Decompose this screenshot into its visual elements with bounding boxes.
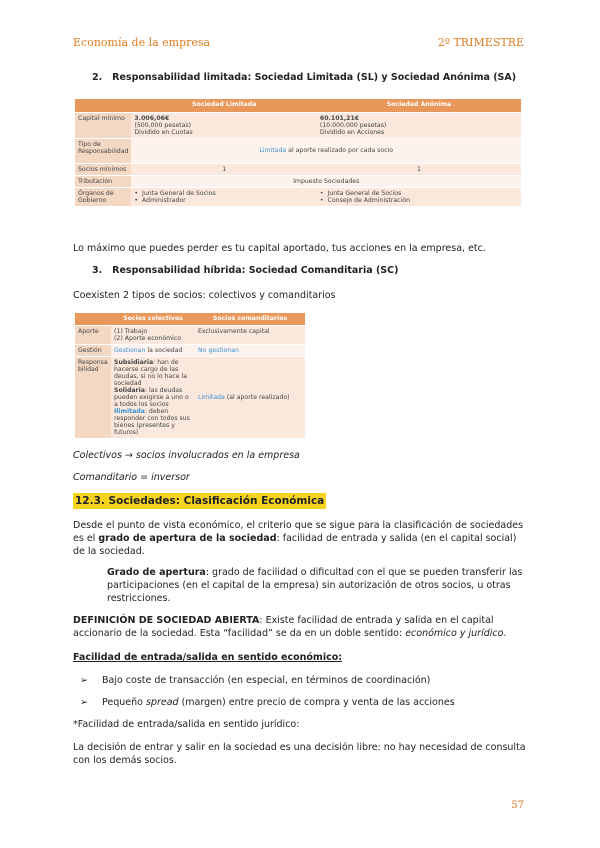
- table-cell: No gestionan: [195, 345, 305, 357]
- row-label: Aporte: [75, 326, 111, 345]
- table-cell: 3.006,06€ (500,000 pesetas) Dividido en Cuotas: [131, 113, 317, 139]
- list-item: ➢ Bajo coste de transacción (en especial, en términos de coordinación): [80, 675, 431, 686]
- table-header: [75, 313, 111, 326]
- table-cell: (1) Trabajo (2) Aporte económico: [111, 326, 195, 345]
- paragraph-criterio: Desde el punto de vista económico, el criterio que se sigue para la clasificación de sociedades es el grado de apertura de la sociedad: facilidad de entrada y salida (en el capital social) de la sociedad.: [73, 520, 524, 557]
- arrow-bullet-icon: ➢: [80, 675, 88, 686]
- table-cell: Limitada al aporte realizado por cada socio: [131, 139, 521, 164]
- table-header: Sociedad Limitada: [131, 99, 317, 113]
- row-label: Socios mínimos: [75, 164, 131, 176]
- section-12-3-heading: 12.3. Sociedades: Clasificación Económica: [75, 495, 325, 507]
- table-cell: Subsidiaria: han de hacerse cargo de las deudas, si no lo hace la sociedad Solidaria: las deudas pueden exigirse a uno o a todos los socios Ilimitada: deben responder con todos sus bienes (presentes y futuros): [111, 357, 195, 439]
- header-subject: Economía de la empresa: [73, 36, 211, 49]
- page-number: 57: [511, 800, 524, 811]
- table-sl-sa: [75, 99, 521, 207]
- row-label: Gestión: [75, 345, 111, 357]
- text-comanditario: Comanditario = inversor: [73, 472, 190, 483]
- table-cell: 1: [131, 164, 317, 176]
- facilidad-economica-title: Facilidad de entrada/salida en sentido económico:: [73, 652, 343, 663]
- paragraph-grado-apertura: Grado de apertura: grado de facilidad o dificultad con el que se pueden transferir las participaciones (en el capital de la empresa) sin autorización de otros socios, u otras restricciones.: [107, 567, 523, 604]
- text-juridico: *Facilidad de entrada/salida en sentido jurídico:: [73, 719, 300, 730]
- row-label: Órganos de Gobierno: [75, 188, 131, 207]
- table-cell: Limitada (al aporte realizado): [195, 357, 305, 439]
- table-header: Socios colectivos: [111, 313, 195, 326]
- table-cell: • Junta General de Socios • Administrador: [131, 188, 317, 207]
- row-label: Capital mínimo: [75, 113, 131, 139]
- text-max-loss: Lo máximo que puedes perder es tu capital aportado, tus acciones en la empresa, etc.: [73, 243, 486, 254]
- table-cell: • Junta General de Socios • Consejo de Administración: [317, 188, 521, 207]
- table-header: Socios comanditarios: [195, 313, 305, 326]
- row-label: Tributación: [75, 176, 131, 188]
- table-header: Sociedad Anónima: [317, 99, 521, 113]
- header-term: 2º TRIMESTRE: [437, 36, 524, 49]
- table-cell: Exclusivamente capital: [195, 326, 305, 345]
- table-cell: Gestionan la sociedad: [111, 345, 195, 357]
- section-3-title: 3. Responsabilidad híbrida: Sociedad Comanditaria (SC): [92, 265, 399, 276]
- arrow-bullet-icon: ➢: [80, 697, 88, 708]
- list-item: ➢ Pequeño spread (margen) entre precio de compra y venta de las acciones: [80, 697, 455, 708]
- paragraph-definicion: DEFINICIÓN DE SOCIEDAD ABIERTA: Existe facilidad de entrada y salida en el capital accionario de la sociedad. Esta “facilidad” se da en un doble sentido: económico y jurídico.: [73, 615, 507, 639]
- table-cell: 1: [317, 164, 521, 176]
- table-sc: [75, 313, 305, 439]
- section-2-title: 2. Responsabilidad limitada: Sociedad Limitada (SL) y Sociedad Anónima (SA): [92, 72, 517, 83]
- row-label: Tipo de Responsabilidad: [75, 139, 131, 164]
- table-header: [75, 99, 131, 113]
- paragraph-decision: La decisión de entrar y salir en la sociedad es una decisión libre: no hay necesidad de consulta con los demás socios.: [73, 742, 526, 766]
- table-cell: 60.101,21€ (10.000.000 pesetas) Dividido en Acciones: [317, 113, 521, 139]
- text-coexisten: Coexisten 2 tipos de socios: colectivos y comanditarios: [73, 290, 336, 301]
- text-colectivos: Colectivos → socios involucrados en la empresa: [73, 450, 300, 461]
- table-cell: Impuesto Sociedades: [131, 176, 521, 188]
- row-label: Responsabilidad: [75, 357, 111, 439]
